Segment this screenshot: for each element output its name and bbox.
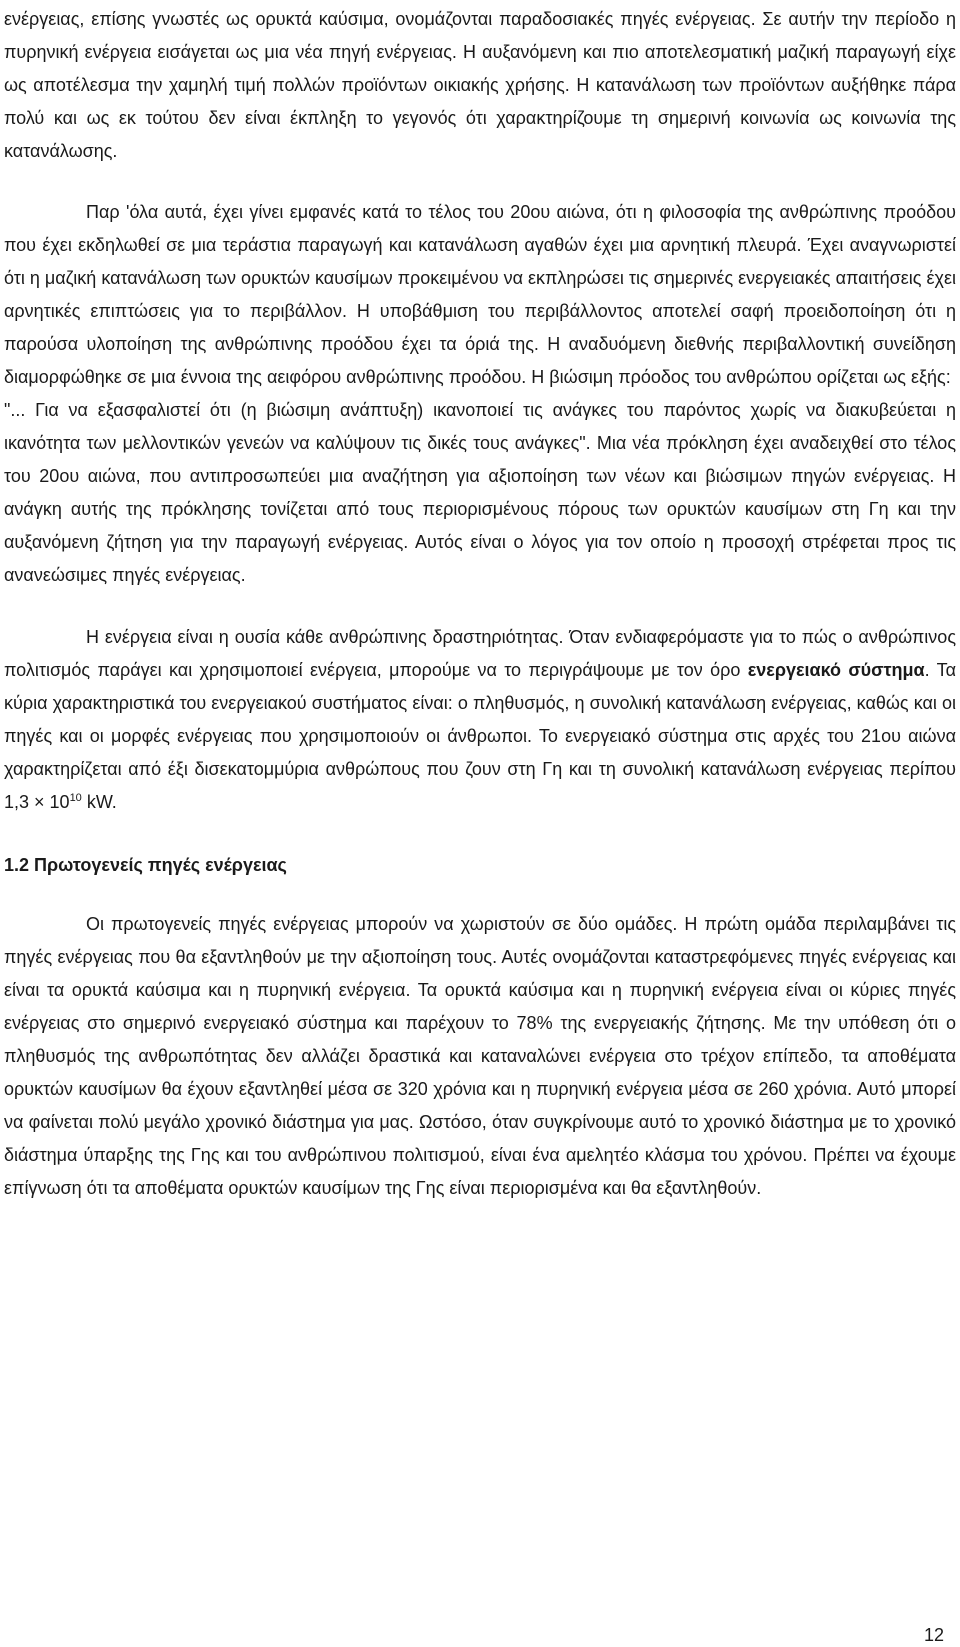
- page-number: 12: [923, 1625, 944, 1645]
- energy-system-bold-term: ενεργειακό σύστημα: [747, 660, 925, 680]
- energy-system-text-part1: Η ενέργεια είναι η ουσία κάθε ανθρώπινης δραστηριότητας. Όταν ενδιαφερόμαστε για το πώς ο ανθρώπινος πολιτισμός παράγει και χρησιμοποιεί ενέργεια, μπορούμε να το περιγράψουμε με τον όρο: [4, 627, 956, 680]
- paragraph-sustainable-development-quote: "... Για να εξασφαλιστεί ότι (η βιώσιμη ανάπτυξη) ικανοποιεί τις ανάγκες του παρόντος χωρίς να διακυβεύεται η ικανότητα των μελλοντικών γενεών να καλύψουν τις δικές τους ανάγκες". Μια νέα πρόκληση έχει αναδειχθεί στο τέλος του 20ου αιώνα, που αντιπροσωπεύει μια αναζήτηση για αξιοποίηση των νέων και βιώσιμων πηγών ενέργειας. Η ανάγκη αυτής της πρόκλησης τονίζεται από τους περιορισμένους πόρους των ορυκτών καυσίμων στη Γη και την αυξανόμενη ζήτηση για την παραγωγή ενέργειας. Αυτός είναι ο λόγος για τον οποίο η προσοχή στρέφεται προς τις ανανεώσιμες πηγές ενέργειας.: [4, 400, 956, 585]
- document-page: [4, 0, 956, 1205]
- energy-system-text-part3: kW.: [81, 792, 117, 812]
- paragraph-energy-system: [4, 621, 956, 819]
- power-exponent: 10: [69, 792, 82, 804]
- paragraph-consumption-society: ενέργειας, επίσης γνωστές ως ορυκτά καύσιμα, ονομάζονται παραδοσιακές πηγές ενέργειας. Σε αυτήν την περίοδο η πυρηνική ενέργεια εισάγεται ως μια νέα πηγή ενέργειας. Η αυξανόμενη και πιο αποτελεσματική μαζική παραγωγή είχε ως αποτέλεσμα την χαμηλή τιμή πολλών προϊόντων οικιακής χρήσης. Η κατανάλωση των προϊόντων αυξήθηκε πάρα πολύ και ως εκ τούτου δεν είναι έκπληξη το γεγονός ότι χαρακτηρίζουμε τη σημερινή κοινωνία ως κοινωνία της κατανάλωσης.: [4, 9, 956, 161]
- section-heading: 1.2 Πρωτογενείς πηγές ενέργειας: [4, 855, 287, 875]
- paragraph-sustainable-progress: Παρ 'όλα αυτά, έχει γίνει εμφανές κατά το τέλος του 20ου αιώνα, ότι η φιλοσοφία της ανθρώπινης προόδου που έχει εκδηλωθεί σε μια τεράστια παραγωγή και κατανάλωση αγαθών έχει μια αρνητική πλευρά. Έχει αναγνωριστεί ότι η μαζική κατανάλωση των ορυκτών καυσίμων προκειμένου να εκπληρώσει τις σημερινές ενεργειακές απαιτήσεις έχει αρνητικές επιπτώσεις για το περιβάλλον. Η υποβάθμιση του περιβάλλοντος αποτελεί σαφή προειδοποίηση ότι η παρούσα υλοποίηση της ανθρώπινης προόδου έχει τα όριά της. Η αναδυόμενη διεθνής περιβαλλοντική συνείδηση διαμορφώθηκε σε μια έννοια της αειφόρου ανθρώπινης προόδου. Η βιώσιμη πρόοδος του ανθρώπου ορίζεται ως εξής:: [4, 202, 956, 387]
- energy-system-text-part2: . Τα κύρια χαρακτηριστικά του ενεργειακού συστήματος είναι: ο πληθυσμός, η συνολική κατανάλωση ενέργειας, καθώς και οι πηγές και οι μορφές ενέργειας που χρησιμοποιούν οι άνθρωποι. Το ενεργειακό σύστημα στις αρχές του 21ου αιώνα χαρακτηρίζεται από έξι δισεκατομμύρια ανθρώπους που ζουν στη Γη και τη συνολική κατανάλωση ενέργειας περίπου 1,3 × 10: [4, 660, 957, 812]
- paragraph-primary-energy-sources: Οι πρωτογενείς πηγές ενέργειας μπορούν να χωριστούν σε δύο ομάδες. Η πρώτη ομάδα περιλαμβάνει τις πηγές ενέργειας που θα εξαντληθούν με την αξιοποίηση τους. Αυτές ονομάζονται καταστρεφόμενες πηγές ενέργειας και είναι τα ορυκτά καύσιμα και η πυρηνική ενέργεια. Τα ορυκτά καύσιμα και η πυρηνική ενέργεια είναι οι κύριες πηγές ενέργειας στο σημερινό ενεργειακό σύστημα και παρέχουν το 78% της ενεργειακής ζήτησης. Με την υπόθεση ότι ο πληθυσμός της ανθρωπότητας δεν αλλάζει δραστικά και καταναλώνει ενέργεια στο τρέχον επίπεδο, τα αποθέματα ορυκτών καυσίμων θα έχουν εξαντληθεί μέσα σε 320 χρόνια και η πυρηνική ενέργεια μέσα σε 260 χρόνια. Αυτό μπορεί να φαίνεται πολύ μεγάλο χρονικό διάστημα για μας. Ωστόσο, όταν συγκρίνουμε αυτό το χρονικό διάστημα με το χρονικό διάστημα ύπαρξης της Γης και του ανθρώπινου πολιτισμού, είναι ένα αμελητέο κλάσμα του χρόνου. Πρέπει να έχουμε επίγνωση ότι τα αποθέματα ορυκτών καυσίμων της Γης είναι περιορισμένα και θα εξαντληθούν.: [4, 914, 956, 1198]
